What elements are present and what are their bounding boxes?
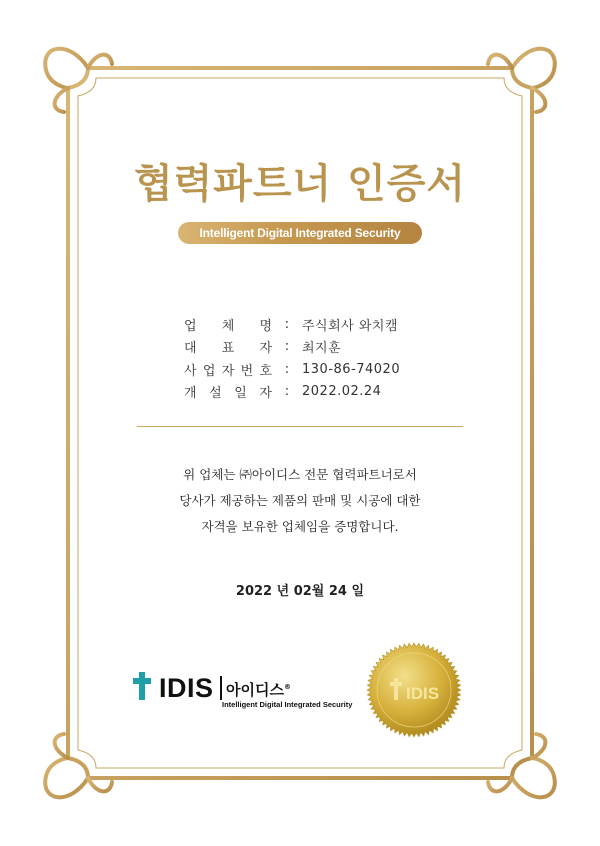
field-label: 업 체 명 (184, 318, 272, 334)
field-value-company: 주식회사 와치캠 (302, 318, 399, 334)
seal-text: IDIS (406, 684, 440, 703)
issue-date: 2022 년 02월 24 일 (235, 584, 365, 599)
idis-logo-mark-icon (133, 672, 155, 700)
field-value-business-number: 130-86-74020 (302, 361, 401, 377)
info-row-ceo (184, 336, 400, 359)
statement-line: 당사가 제공하는 제품의 판매 및 시공에 대한 (179, 493, 421, 508)
field-colon: : (284, 339, 290, 355)
field-colon: : (284, 384, 290, 400)
certification-statement (0, 462, 600, 540)
logo-wordmark: IDIS (159, 673, 214, 703)
tagline-ribbon: Intelligent Digital Integrated Security (178, 222, 422, 244)
divider-line (137, 426, 463, 427)
field-value-ceo: 최지훈 (302, 341, 342, 357)
field-colon: : (284, 316, 290, 332)
logo-tagline: Intelligent Digital Integrated Security (222, 700, 353, 709)
idis-logo (133, 672, 353, 716)
field-label: 사 업 자 번 호 (184, 363, 272, 379)
info-row-company (184, 313, 400, 336)
logo-separator (220, 676, 222, 700)
logo-korean-name: 아이디스® (226, 681, 291, 699)
statement-line: 위 업체는 ㈜아이디스 전문 협력파트너로서 (183, 467, 417, 482)
company-info (184, 313, 400, 403)
field-label: 개 설 일 자 (184, 386, 272, 402)
field-label: 대 표 자 (184, 341, 272, 357)
certificate-title: 협력파트너 인증서 (133, 161, 467, 207)
field-value-open-date: 2022.02.24 (302, 384, 382, 400)
gold-seal-icon (366, 642, 462, 738)
info-row-open-date (184, 381, 400, 404)
info-row-business-number (184, 358, 400, 381)
statement-line: 자격을 보유한 업체임을 증명합니다. (201, 519, 399, 534)
field-colon: : (284, 361, 290, 377)
